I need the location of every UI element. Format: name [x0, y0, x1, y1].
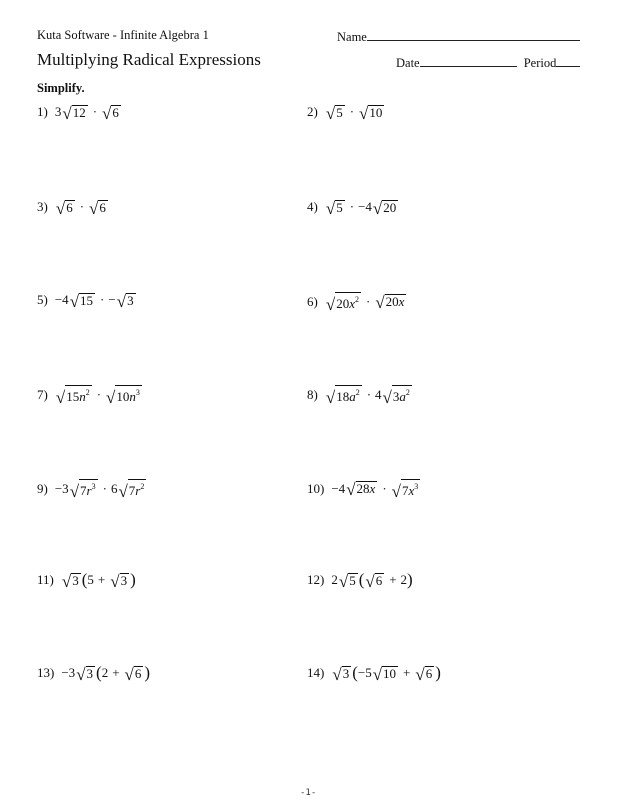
problem-expression: −4 √ 15 · − √ 3 [54, 291, 134, 311]
problem-4 [307, 198, 399, 218]
problem-expression: √ 5 · √ 10 [325, 103, 383, 123]
problem-expression: 2 √ 5 ( √ 6 + 2 ) [331, 570, 413, 591]
problem-expression: √ 6 · √ 6 [55, 198, 106, 218]
instructions: Simplify. [37, 81, 85, 95]
problem-number: 10) [307, 480, 325, 496]
period-blank-line[interactable] [556, 54, 580, 67]
problem-number: 13) [37, 665, 55, 680]
date-blank-line[interactable] [420, 54, 517, 67]
name-field[interactable] [337, 28, 580, 45]
problem-expression: −4 √ 28x · √ $7x^3$ [331, 480, 419, 501]
problem-number: 14) [307, 665, 325, 680]
problem-number: 12) [307, 572, 325, 587]
publisher-label: Kuta Software - Infinite Algebra 1 [37, 28, 209, 42]
problem-12 [307, 570, 413, 591]
date-label: Date [396, 56, 420, 70]
problem-expression: −3 √ 3 ( 2 + √ 6 ) [61, 663, 151, 684]
problem-7 [37, 385, 143, 407]
worksheet-title: Multiplying Radical Expressions [37, 50, 261, 69]
problem-13 [37, 663, 151, 684]
problem-1 [37, 103, 122, 123]
problem-number: 3) [37, 199, 48, 214]
problem-number: 1) [37, 104, 48, 119]
problem-2 [307, 103, 385, 123]
problem-expression: √ $18a^2$ · 4 √ $3a^2$ [325, 386, 410, 407]
problem-14 [307, 663, 441, 684]
problem-expression: √ $15n^2$ · √ $10n^3$ [55, 386, 140, 407]
date-period-fields[interactable] [396, 54, 580, 71]
period-label: Period [523, 56, 557, 70]
problem-11 [37, 570, 136, 591]
problem-10 [307, 479, 421, 501]
problem-number: 9) [37, 480, 48, 496]
problem-number: 8) [307, 386, 318, 402]
problem-number: 2) [307, 104, 318, 119]
problem-number: 6) [307, 293, 318, 309]
name-blank-line[interactable] [367, 28, 580, 41]
problem-expression: √ 5 · −4 √ 20 [325, 198, 397, 218]
problem-expression: √ 3 ( 5 + √ 3 ) [61, 570, 136, 591]
problem-number: 4) [307, 199, 318, 214]
problem-5 [37, 291, 137, 311]
problem-number: 5) [37, 292, 48, 307]
name-label: Name [337, 30, 367, 44]
problem-expression: √ $20x^2$ · √ 20x [325, 293, 405, 314]
problem-8 [307, 385, 413, 407]
problem-expression: −3 √ $7r^3$ · 6 √ $7r^2$ [54, 480, 145, 501]
problem-number: 11) [37, 572, 54, 587]
problem-number: 7) [37, 386, 48, 402]
problem-3 [37, 198, 109, 218]
problem-9 [37, 479, 147, 501]
problem-expression: 3 √ 12 · √ 6 [54, 103, 119, 123]
problem-6 [307, 292, 407, 314]
page-number: -1- [300, 788, 317, 798]
problem-expression: √ 3 ( −5 √ 10 + √ 6 ) [332, 663, 441, 684]
